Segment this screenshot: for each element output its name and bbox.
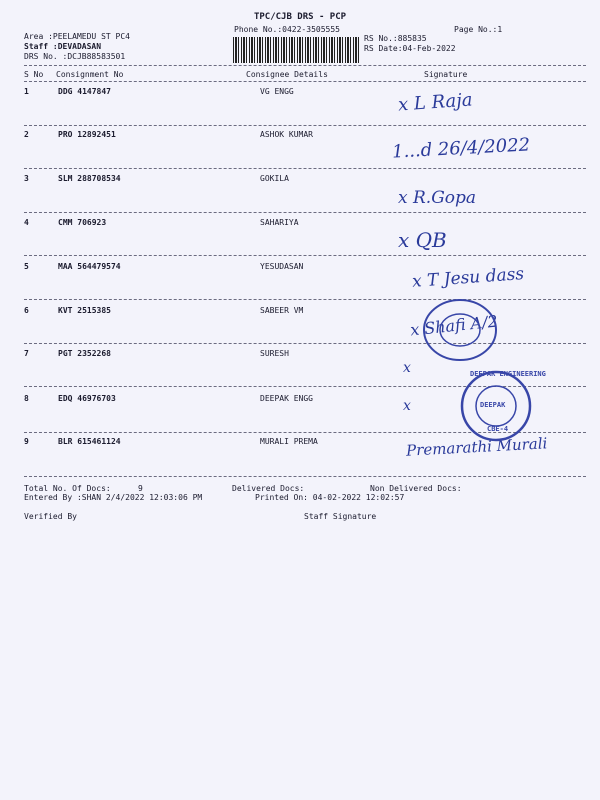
row-consignment: BLR 615461124 <box>58 437 121 446</box>
signature: x <box>403 360 411 376</box>
col-sno: S No <box>24 70 44 79</box>
col-consignee: Consignee Details <box>246 70 328 79</box>
row-divider <box>24 212 586 213</box>
row-consignment: PRO 12892451 <box>58 130 116 139</box>
row-sno: 2 <box>24 130 29 139</box>
signature: x R.Gopa <box>398 188 477 208</box>
row-divider <box>24 168 586 169</box>
row-sno: 4 <box>24 218 29 227</box>
drs-number: DRS No. :DCJB88583501 <box>24 52 126 61</box>
row-consignment: CMM 706923 <box>58 218 107 227</box>
staff-signature: Staff Signature <box>304 512 377 521</box>
row-consignee: DEEPAK ENGG <box>260 394 313 403</box>
rs-date: RS Date:04-Feb-2022 <box>364 44 456 53</box>
rs-number: RS No.:885835 <box>364 34 427 43</box>
verified-by: Verified By <box>24 512 77 521</box>
signature: x L Raja <box>397 89 474 116</box>
row-consignment: EDQ 46976703 <box>58 394 116 403</box>
col-signature: Signature <box>424 70 468 79</box>
divider <box>24 81 586 82</box>
signature: x <box>403 398 411 414</box>
row-divider <box>24 125 586 126</box>
row-consignment: SLM 288708534 <box>58 174 121 183</box>
row-consignee: MURALI PREMA <box>260 437 318 446</box>
entered-by: Entered By :SHAN 2/4/2022 12:03:06 PM <box>24 493 203 502</box>
staff-field: Staff :DEVADASAN <box>24 42 102 51</box>
signature: x T Jesu dass <box>411 264 525 292</box>
signature: Premarathi Murali <box>405 434 548 460</box>
row-consignee: YESUDASAN <box>260 262 304 271</box>
row-sno: 3 <box>24 174 29 183</box>
row-consignee: SABEER VM <box>260 306 304 315</box>
row-consignment: DDG 4147847 <box>58 87 111 96</box>
stamp-bottom-text: CBE-4 <box>487 425 509 433</box>
signature: x QB <box>398 228 447 252</box>
row-consignment: PGT 2352268 <box>58 349 111 358</box>
delivered-docs: Delivered Docs: <box>232 484 305 493</box>
row-consignee: VG ENGG <box>260 87 294 96</box>
row-consignee: GOKILA <box>260 174 289 183</box>
divider <box>24 65 586 66</box>
document-title: TPC/CJB DRS - PCP <box>253 12 347 22</box>
row-consignment: MAA 564479574 <box>58 262 121 271</box>
total-docs-value: 9 <box>138 484 143 493</box>
stamp-center-text: DEEPAK <box>480 401 506 409</box>
col-consignment: Consignment No <box>56 70 124 79</box>
row-divider <box>24 255 586 256</box>
barcode <box>233 37 359 63</box>
row-divider <box>24 343 586 344</box>
signature: x Shafi A/2 <box>409 311 499 340</box>
non-delivered-docs: Non Delivered Docs: <box>370 484 462 493</box>
row-divider <box>24 476 586 477</box>
row-sno: 7 <box>24 349 29 358</box>
row-consignment: KVT 2515385 <box>58 306 111 315</box>
row-consignee: SURESH <box>260 349 289 358</box>
row-sno: 5 <box>24 262 29 271</box>
total-docs-label: Total No. Of Docs: <box>24 484 111 493</box>
row-sno: 9 <box>24 437 29 446</box>
phone-number: Phone No.:0422-3505555 <box>234 25 340 34</box>
page-number: Page No.:1 <box>454 25 503 34</box>
row-consignee: ASHOK KUMAR <box>260 130 313 139</box>
signature: 1...d 26/4/2022 <box>391 134 531 163</box>
row-sno: 6 <box>24 306 29 315</box>
company-stamp <box>420 295 500 365</box>
stamp-outer-text: DEEPAK ENGINEERING <box>470 370 546 378</box>
row-sno: 8 <box>24 394 29 403</box>
row-consignee: SAHARIYA <box>260 218 299 227</box>
printed-on: Printed On: 04-02-2022 12:02:57 <box>255 493 405 502</box>
area-field: Area :PEELAMEDU ST PC4 <box>24 32 130 41</box>
row-sno: 1 <box>24 87 29 96</box>
row-divider <box>24 299 586 300</box>
